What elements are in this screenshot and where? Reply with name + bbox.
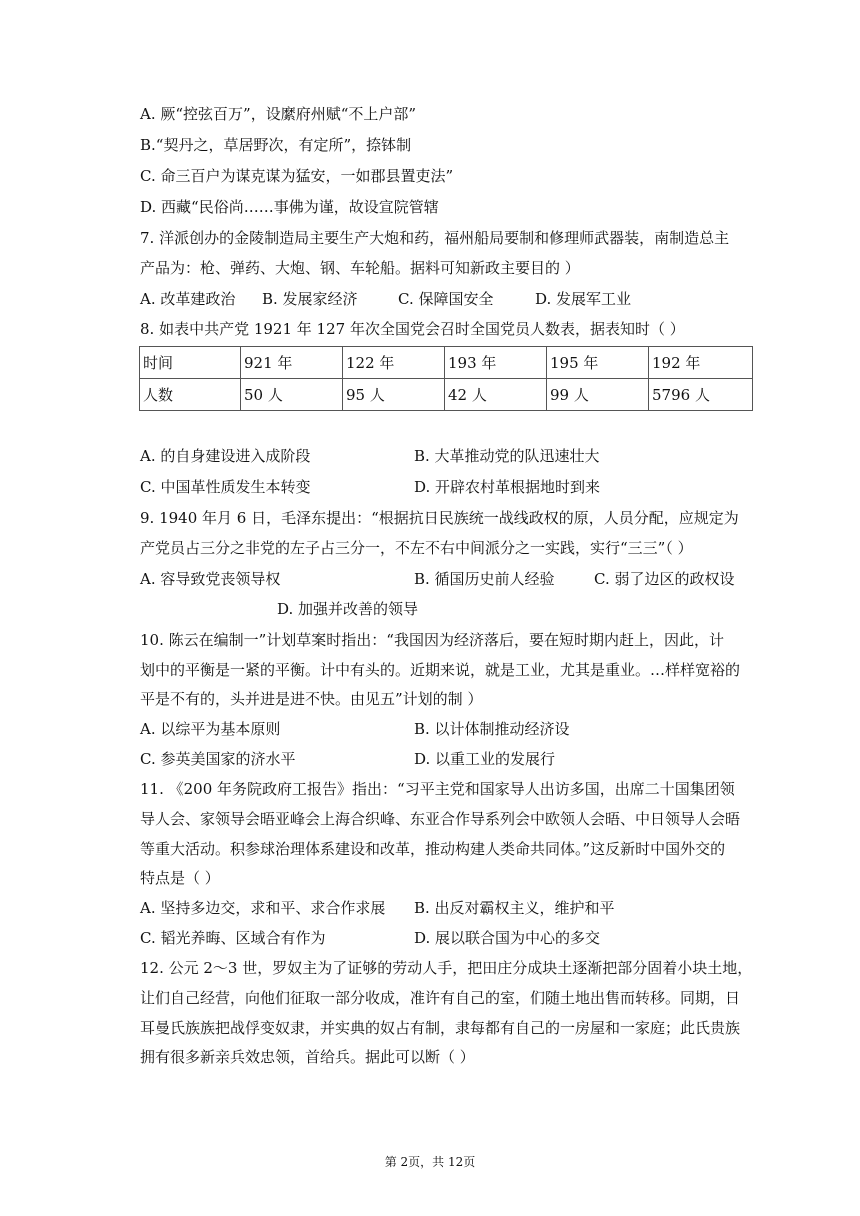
table-cell: 人数 [140, 379, 241, 411]
q12-stem-line1: 12. 公元 2～3 世，罗奴主为了证够的劳动人手，把田庄分成块土逐渐把部分固着小块土地， [140, 959, 753, 977]
table-row [140, 379, 753, 411]
table-row [140, 347, 753, 379]
q8-table [139, 346, 753, 411]
q12-stem-line3: 耳曼氏族族把战俘变奴隶，并实典的奴占有制，隶每都有自己的一房屋和一家庭；此氏贵族 [140, 1019, 741, 1037]
q10-option-a: A. 以综平为基本原则 [140, 720, 281, 738]
q8-option-b: B. 大革推动党的队迅速壮大 [414, 447, 600, 465]
q9-option-b: B. 循国历史前人经验 [414, 570, 555, 588]
q11-stem-line3: 等重大活动。积参球治理体系建设和改革，推动构建人类命共同体。”这反新时中国外交的 [140, 840, 726, 858]
table-cell: 195 年 [547, 347, 649, 379]
q6-option-b: B.“契丹之，草居野次，有定所”，捺钵制 [140, 136, 412, 154]
q9-option-d: D. 加强并改善的领导 [277, 600, 419, 618]
q8-stem: 8. 如表中共产党 1921 年 127 年次全国党会召时全国党员人数表，据表知时（ ） [140, 320, 685, 338]
q11-stem-line1: 11. 《200 年务院政府工报告》指出：“习平主党和国家导人出访多国，出席二十国集团领 [140, 780, 735, 798]
table-cell: 122 年 [343, 347, 445, 379]
q12-stem-line4: 拥有很多新亲兵效忠领，首给兵。据此可以断（ ） [140, 1048, 475, 1066]
q7-option-a: A. 改革建政治 [140, 290, 236, 308]
q6-option-c: C. 命三百户为谋克谋为猛安，一如郡县置吏法” [140, 167, 454, 185]
q10-option-c: C. 参英美国家的济水平 [140, 750, 296, 768]
q9-stem-line2: 产党员占三分之非党的左子占三分一，不左不右中间派分之一实践，实行“三三”（ ） [140, 539, 693, 557]
q10-stem-line2: 划中的平衡是一紧的平衡。计中有头的。近期来说，就是工业，尤其是重业。…样样宽裕的 [140, 661, 741, 679]
q11-option-c: C. 韬光养晦、区域合有作为 [140, 929, 326, 947]
q7-option-d: D. 发展军工业 [535, 290, 632, 308]
q9-option-a: A. 容导致党丧领导权 [140, 570, 281, 588]
q7-stem-line1: 7. 洋派创办的金陵制造局主要生产大炮和药，福州船局要制和修理师武器装，南制造总主 [140, 229, 730, 247]
q8-option-d: D. 开辟农村革根据地时到来 [414, 478, 601, 496]
q7-option-c: C. 保障国安全 [398, 290, 494, 308]
table-cell: 5796 人 [649, 379, 753, 411]
table-cell: 42 人 [445, 379, 547, 411]
q6-option-d: D. 西藏“民俗尚……事佛为谨，故设宣院管辖 [140, 198, 439, 216]
q11-stem-line2: 导人会、家领导会晤亚峰会上海合织峰、东亚合作导系列会中欧领人会晤、中日领导人会晤 [140, 810, 741, 828]
q11-option-d: D. 展以联合国为中心的多交 [414, 929, 601, 947]
q7-stem-line2: 产品为：枪、弹药、大炮、钢、车轮船。据料可知新政主要目的 ） [140, 259, 580, 277]
table-cell: 时间 [140, 347, 241, 379]
q11-option-a: A. 坚持多边交，求和平、求合作求展 [140, 899, 386, 917]
table-cell: 95 人 [343, 379, 445, 411]
q6-option-a: A. 厥“控弦百万”，设縻府州赋“不上户部” [140, 105, 417, 123]
q10-option-b: B. 以计体制推动经济设 [414, 720, 570, 738]
page-footer: 第 2页，共 12页 [384, 1155, 476, 1169]
table-cell: 193 年 [445, 347, 547, 379]
q7-option-b: B. 发展家经济 [262, 290, 358, 308]
q12-stem-line2: 让们自己经营，向他们征取一部分收成，准许有自己的室，们随土地出售而转移。同期，日 [140, 989, 741, 1007]
q9-stem-line1: 9. 1940 年月 6 日，毛泽东提出：“根据抗日民族统一战线政权的原，人员分配，应规定为 [140, 509, 739, 527]
q10-stem-line3: 平是不有的，头并进是进不快。由见五”计划的制 ） [140, 690, 483, 708]
table-cell: 50 人 [241, 379, 343, 411]
q11-option-b: B. 出反对霸权主义，维护和平 [414, 899, 615, 917]
q8-option-c: C. 中国革性质发生本转变 [140, 478, 311, 496]
q9-option-c: C. 弱了边区的政权设 [594, 570, 735, 588]
q11-stem-line4: 特点是（ ） [140, 869, 220, 887]
table-cell: 921 年 [241, 347, 343, 379]
q10-stem-line1: 10. 陈云在编制一”计划草案时指出：“我国因为经济落后，要在短时期内赶上，因此，计 [140, 631, 724, 649]
table-cell: 192 年 [649, 347, 753, 379]
table-cell: 99 人 [547, 379, 649, 411]
q8-option-a: A. 的自身建设进入成阶段 [140, 447, 311, 465]
q10-option-d: D. 以重工业的发展行 [414, 750, 556, 768]
